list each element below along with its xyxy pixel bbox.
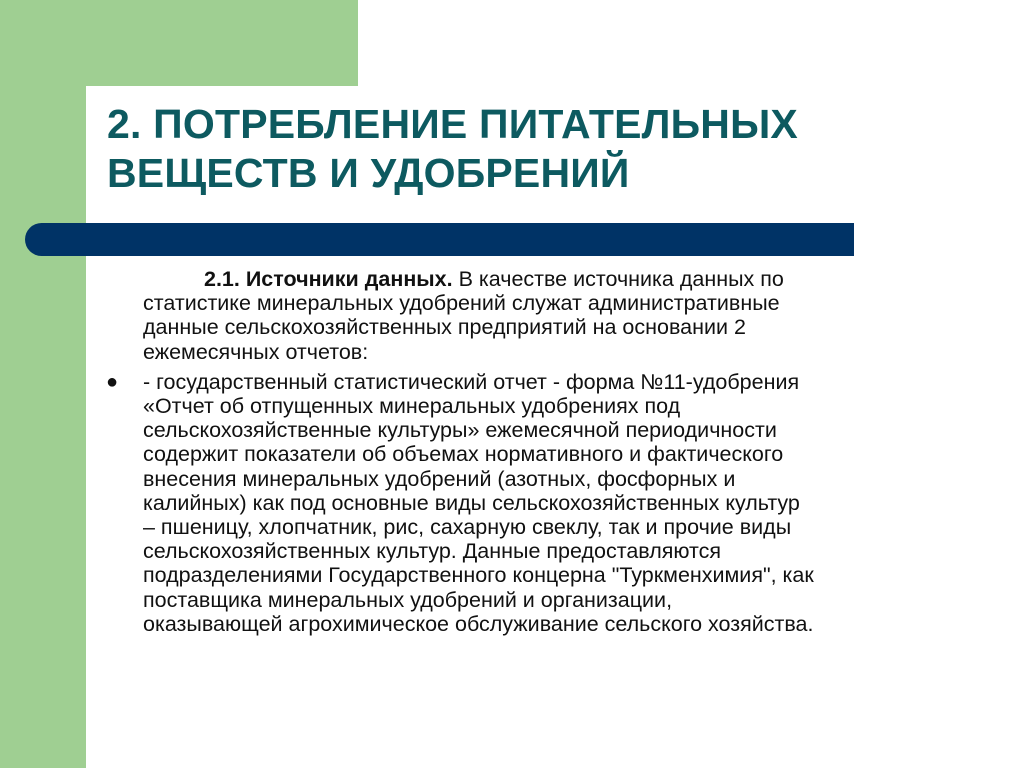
bullet-line-3: сельскохозяйственные культуры» ежемесячной периодичности (143, 418, 777, 443)
title-line-1: 2. ПОТРЕБЛЕНИЕ ПИТАТЕЛЬНЫХ (107, 101, 798, 147)
section-text-line-2: статистике минеральных удобрений служат административные (143, 291, 780, 316)
bullet-line-1: - государственный статистический отчет - форма №11-удобрения (143, 369, 800, 394)
section-text-line-1: В качестве источника данных по (452, 267, 784, 291)
title-divider-bar (25, 223, 854, 256)
bullet-item (106, 369, 963, 636)
bullet-icon: ● (106, 370, 119, 393)
bullet-line-2: «Отчет об отпущенных минеральных удобрениях под (143, 394, 681, 419)
section-heading: 2.1. Источники данных. (204, 267, 453, 291)
bullet-line-5: внесения минеральных удобрений (азотных, фосфорных и (143, 466, 736, 491)
section-text-line-4: ежемесячных отчетов: (143, 339, 369, 364)
slide-body (106, 267, 963, 636)
bullet-line-10: поставщика минеральных удобрений и организации, (143, 587, 673, 612)
bullet-line-11: оказывающей агрохимическое обслуживание сельского хозяйства. (143, 611, 814, 636)
slide-title (107, 100, 967, 198)
bullet-line-6: калийных) как под основные виды сельскохозяйственных культур (143, 490, 800, 515)
bullet-line-4: содержит показатели об объемах нормативного и фактического (143, 442, 784, 467)
green-left-strip (0, 0, 86, 768)
section-paragraph (143, 267, 963, 364)
bullet-line-7: – пшеницу, хлопчатник, рис, сахарную свеклу, так и прочие виды (143, 515, 792, 540)
section-text-line-3: данные сельскохозяйственных предприятий на основании 2 (143, 315, 746, 340)
bullet-line-8: сельскохозяйственных культур. Данные предоставляются (143, 539, 722, 564)
bullet-line-9: подразделениями Государственного концерна "Туркменхимия", как (143, 563, 814, 588)
title-line-2: ВЕЩЕСТВ И УДОБРЕНИЙ (107, 150, 630, 196)
